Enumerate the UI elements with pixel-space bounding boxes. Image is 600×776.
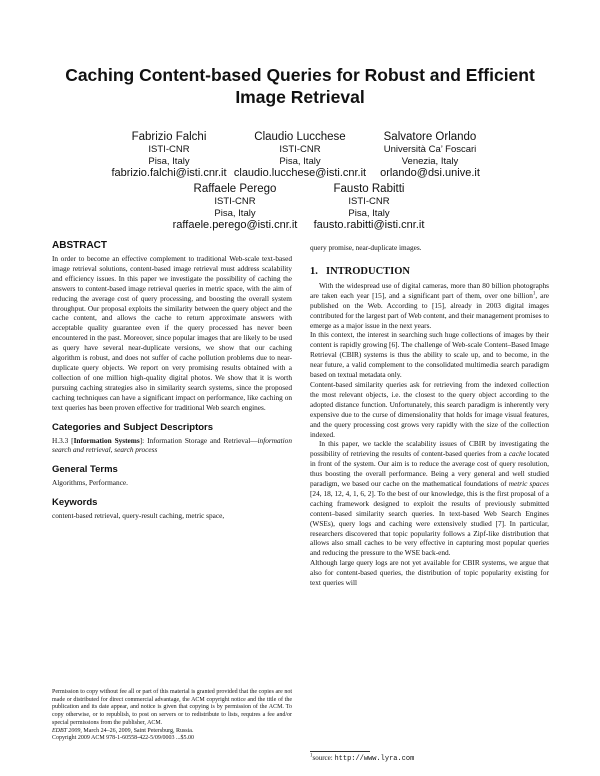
permission-notice (52, 689, 292, 743)
abstract-heading: ABSTRACT (52, 240, 107, 251)
right-column (310, 243, 549, 588)
copyright-line: Copyright 2009 ACM 978-1-60558-422-5/09/0003 ...$5.00 (52, 735, 194, 742)
author-lucchese: Claudio Lucchese ISTI-CNR Pisa, Italy claudio.lucchese@isti.cnr.it (233, 131, 367, 179)
paper-title (40, 64, 560, 108)
categories-heading: Categories and Subject Descriptors (52, 421, 214, 433)
general-terms-text: Algorithms, Performance. (52, 478, 128, 488)
intro-paragraph-4: In this paper, we tackle the scalability issues of CBIR by investigating the possibility of retrieving the results of content-based queries from a cache located in front of the system. Our aim is to reduce the average cost of query resolution, thus boosting the overall performance. Being a very general and well studied paradigm, we based our cache on the mathematical foundations of metric spaces [24, 18, 12, 4, 1, 6, 2]. To the best of our knowledge, this is the first proposal of a caching framework designed to exploit the results of previously submitted content–based similarity search queries. In text-based Web Search Engines (WSEs), query logs and caching were extensively studied [7]. In particular, researchers discovered that topic popularity follows a Zipf-like distribution that allows also small caches to be very effective in capturing most popular queries and reducing the pressure to the WSE back-end. (310, 439, 549, 558)
keywords-text: content-based retrieval, query-result caching, metric space, (52, 511, 225, 521)
abstract-text: In order to become an effective complement to traditional Web-scale text-based image retrieval solutions, content-based image retrieval must address scalability and efficiency issues. In this paper we investigate the possibility of caching the answers to content-based image retrieval queries in metric space, with the aim of reducing the average cost of query processing, and boosting the overall system throughput. Our proposal exploits the similarity between the query object and the cache content, and allows the cache to return approximate answers with acceptable quality guarantee even if the query processed has never been encountered in the past. Moreover, since popular images that are likely to be used as query have several near-duplicate versions, we show that our caching algorithm is robust, and does not suffer of cache pollution problems due to near-duplicate query objects. We report on very promising results obtained with a collection of one million high-quality digital photos. We show that it is worth pursuing caching strategies also in similarity search systems, since the proposed caching techniques can have a significant impact on performance, like caching on text queries has been proven effective for traditional Web search engines. (52, 254, 292, 412)
intro-paragraph-5: Although large query logs are not yet available for CBIR systems, we argue that also for content-based queries, the distribution of topic popularity existing for text queries will (310, 558, 549, 588)
general-terms-heading: General Terms (52, 464, 118, 476)
categories-text: H.3.3 [Information Systems]: Information Storage and Retrieval—information search and retrieval, search process (52, 435, 292, 455)
title-line-2: Image Retrieval (235, 87, 365, 107)
author-rabitti: Fausto Rabitti ISTI-CNR Pisa, Italy fausto.rabitti@isti.cnr.it (313, 183, 425, 231)
permission-text: Permission to copy without fee all or part of this material is granted provided that the copies are not made or distributed for direct commercial advantage, the ACM copyright notice and the title of the publication and its date appear, and notice is given that copying is by permission of the ACM. To copy otherwise, or to republish, to post on servers or to redistribute to lists, requires a fee and/or special permissions from the publisher, ACM. (52, 689, 292, 726)
intro-paragraph-3: Content-based similarity queries ask for retrieving from the indexed collection the most relevant objects, i.e. the closest to the query object according to the adopted distance function. Unfortunately, this search paradigm is inherently very expensive due to the curse of dimensionality that holds for image visual features, and the query processing cost grows very rapidly with the size of the collection indexed. (310, 379, 549, 439)
author-falchi: Fabrizio Falchi ISTI-CNR Pisa, Italy fabrizio.falchi@isti.cnr.it (111, 131, 227, 179)
intro-paragraph-2: In this context, the interest in searching such huge collections of images by their content is rapidly growing [6]. The challenge of Web-scale Content–Based Image Retrieval (CBIR) systems is thus the ability to scale up, and to become, in the near future, a valid complement to the consolidated multimedia search paradigm based on textual metadata only. (310, 330, 549, 380)
intro-paragraph-1: With the widespread use of digital cameras, more than 80 billion photographs are taken each year [15], and a significant part of them, over one billion$^1$, are published on the Web. According to [15], already in 2003 digital images contributed for the largest part of Web content, and their management promises to emerge as a major issue in the next years. (310, 280, 549, 330)
left-column (52, 240, 292, 521)
keywords-continued: query promise, near-duplicate images. (310, 243, 422, 252)
author-orlando: Salvatore Orlando Università Ca’ Foscari Venezia, Italy orlando@dsi.unive.it (380, 131, 480, 179)
footnote-link[interactable]: http://www.lyra.com (334, 755, 415, 763)
introduction-heading: 1. INTRODUCTION (310, 265, 411, 277)
title-line-1: Caching Content-based Queries for Robust and Efficient (65, 65, 535, 85)
footnote: $^1$source: http://www.lyra.com (310, 753, 415, 763)
venue-line: EDBT 2009, March 24–26, 2009, Saint Petersburg, Russia. (52, 727, 194, 734)
keywords-heading: Keywords (52, 497, 98, 509)
author-perego: Raffaele Perego ISTI-CNR Pisa, Italy raffaele.perego@isti.cnr.it (172, 183, 298, 231)
footnote-rule (310, 751, 370, 752)
